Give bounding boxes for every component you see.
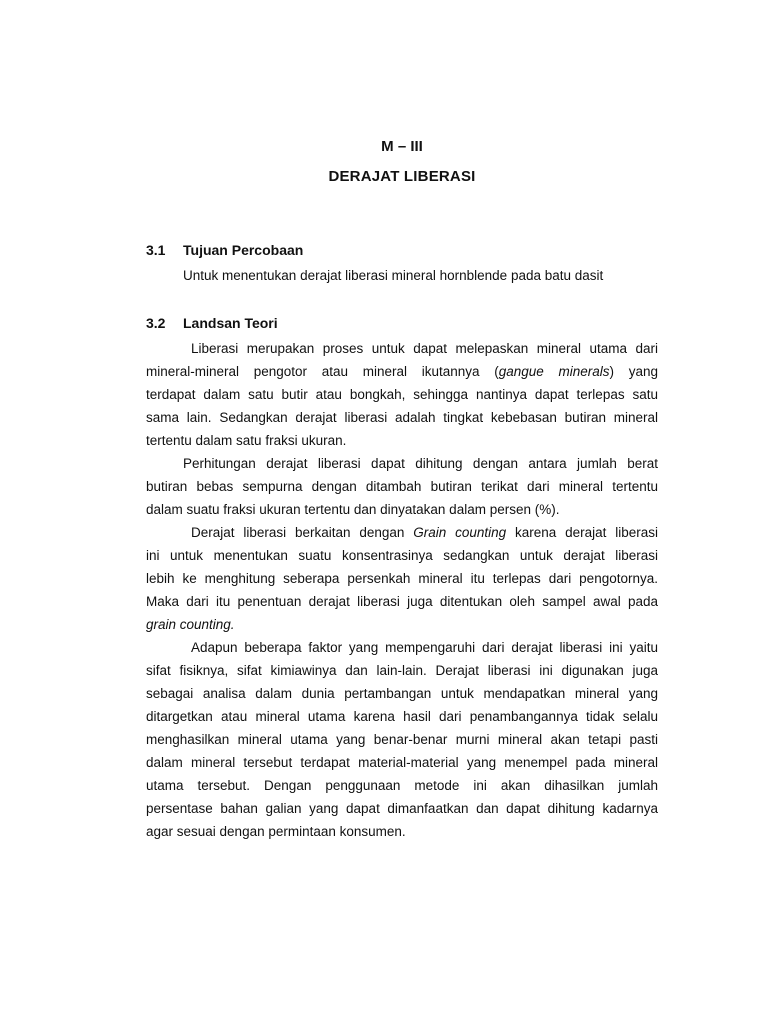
paragraph-line: lebih ke menghitung seberapa persenkah mineral itu terlepas dari pengotornya. (146, 571, 658, 586)
paragraph-line: dalam suatu fraksi ukuran tertentu dan dinyatakan dalam persen (%). (146, 502, 560, 517)
chapter-title: DERAJAT LIBERASI (328, 168, 476, 185)
paragraph-line: agar sesuai dengan permintaan konsumen. (146, 824, 406, 839)
paragraph-line: sifat fisiknya, sifat kimiawinya dan lain-lain. Derajat liberasi ini digunakan juga (146, 663, 658, 678)
paragraph-line: tertentu dalam satu fraksi ukuran. (146, 433, 347, 448)
section-text-tujuan: Untuk menentukan derajat liberasi mineral hornblende pada batu dasit (183, 268, 604, 283)
paragraph-line: dalam mineral tersebut terdapat material-material yang menempel pada mineral (146, 755, 658, 770)
paragraph-line: Maka dari itu penentuan derajat liberasi juga ditentukan oleh sampel awal pada (146, 594, 658, 609)
paragraph-line: Perhitungan derajat liberasi dapat dihitung dengan antara jumlah berat (183, 456, 658, 471)
text-run: karena derajat liberasi (506, 525, 659, 540)
paragraph-line: sebagai analisa dalam dunia pertambangan untuk mendapatkan mineral yang (146, 686, 658, 701)
section-title: Landsan Teori (183, 315, 278, 331)
text-run: ) yang (609, 364, 658, 379)
paragraph-line: ditargetkan atau mineral utama karena hasil dari penambangannya tidak selalu (146, 709, 658, 724)
section-heading-tujuan (146, 242, 303, 258)
paragraph-line: grain counting. (146, 617, 235, 632)
paragraph-line: Adapun beberapa faktor yang mempengaruhi dari derajat liberasi ini yaitu (191, 640, 658, 655)
paragraph-line: butiran bebas sempurna dengan ditambah butiran terikat dari mineral tertentu (146, 479, 658, 494)
chapter-number: M – III (381, 138, 423, 155)
text-run: mineral-mineral pengotor atau mineral ikutannya ( (146, 364, 499, 379)
section-number: 3.1 (146, 242, 166, 258)
paragraph-line: sama lain. Sedangkan derajat liberasi adalah tingkat kebebasan butiran mineral (146, 410, 658, 425)
paragraph-line: ini untuk menentukan suatu konsentrasinya sedangkan untuk derajat liberasi (146, 548, 658, 563)
section-title: Tujuan Percobaan (183, 242, 304, 258)
paragraph-line: Liberasi merupakan proses untuk dapat melepaskan mineral utama dari (191, 341, 658, 356)
paragraph-line (146, 360, 658, 383)
section-heading-landasan (146, 315, 278, 331)
paragraph-line (146, 521, 658, 544)
paragraph-line: utama tersebut. Dengan penggunaan metode ini akan dihasilkan jumlah (146, 778, 658, 793)
paragraph-line: menghasilkan mineral utama yang benar-benar murni mineral akan tetapi pasti (146, 732, 658, 747)
text-run-italic: Grain counting (413, 525, 507, 540)
paragraph-line: terdapat dalam satu butir atau bongkah, sehingga nantinya dapat terlepas satu (146, 387, 658, 402)
section-number: 3.2 (146, 315, 166, 331)
text-run-italic: gangue minerals (498, 364, 610, 379)
text-run: Derajat liberasi berkaitan dengan (191, 525, 414, 540)
paragraph-line: persentase bahan galian yang dapat dimanfaatkan dan dapat dihitung kadarnya (146, 801, 658, 816)
body-text (146, 337, 658, 843)
